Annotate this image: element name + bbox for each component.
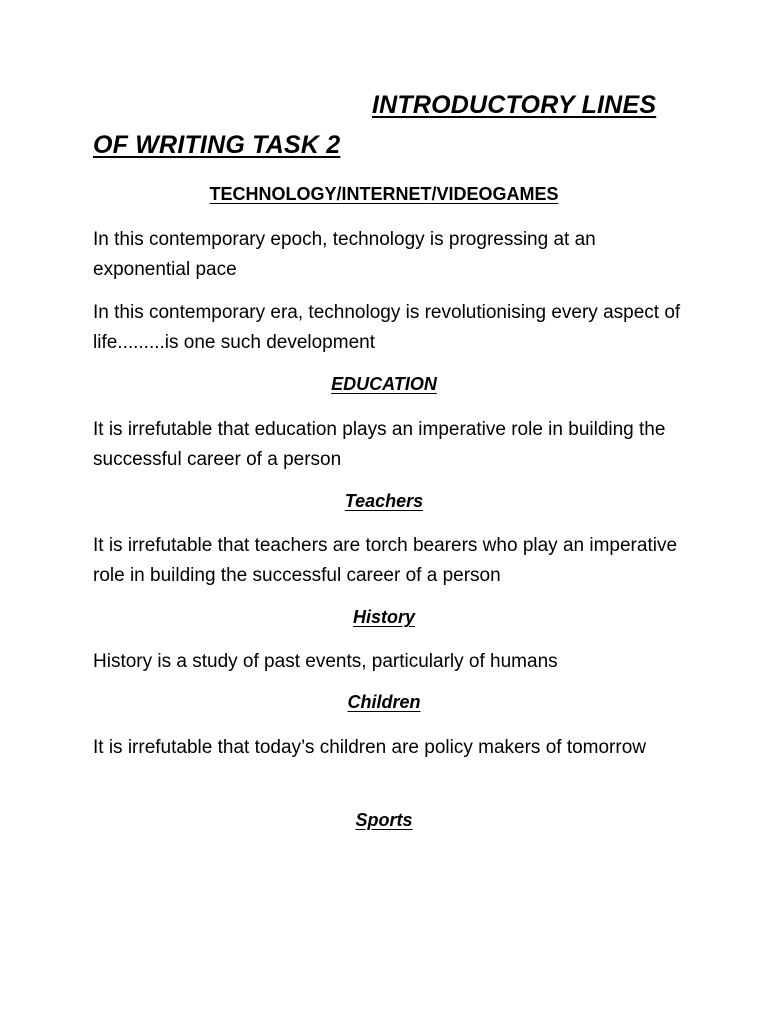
section-heading-technology: TECHNOLOGY/INTERNET/VIDEOGAMES [209, 184, 559, 204]
document-title-line-1: INTRODUCTORY LINES [372, 91, 657, 119]
paragraph-teachers: It is irrefutable that teachers are torch bearers who play an imperative role in building the successful career of a person [93, 535, 678, 586]
section-heading-sports: Sports [355, 810, 413, 830]
paragraph-education: It is irrefutable that education plays an imperative role in building the successful career of a person [93, 419, 666, 470]
section-heading-teachers: Teachers [344, 491, 424, 511]
section-heading-history: History [352, 607, 415, 627]
paragraph-technology-2: In this contemporary era, technology is revolutionising every aspect of life.........is one such development [93, 302, 681, 353]
section-heading-children: Children [347, 692, 421, 712]
paragraph-technology-1: In this contemporary epoch, technology is progressing at an exponential pace [93, 229, 596, 280]
section-heading-education: EDUCATION [331, 374, 437, 394]
paragraph-history: History is a study of past events, particularly of humans [93, 651, 558, 672]
document-title-line-2: OF WRITING TASK 2 [93, 131, 341, 159]
paragraph-children: It is irrefutable that today’s children are policy makers of tomorrow [93, 737, 646, 758]
